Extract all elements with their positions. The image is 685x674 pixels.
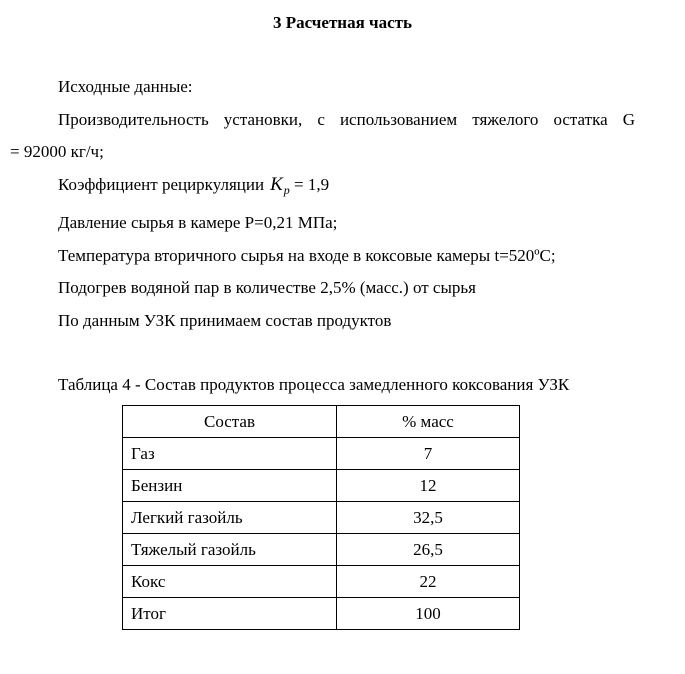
- row-mass-percent: 7: [337, 438, 520, 470]
- table-row-total: [123, 598, 520, 630]
- row-product-name: Легкий газойль: [123, 502, 337, 534]
- column-header-mass-percent: % масс: [337, 406, 520, 438]
- row-product-name: Кокс: [123, 566, 337, 598]
- table-caption: Таблица 4 - Состав продуктов процесса замедленного коксования УЗК: [58, 375, 570, 394]
- row-mass-percent: 26,5: [337, 534, 520, 566]
- recycle-symbol: K: [270, 174, 283, 195]
- composition-line: По данным УЗК принимаем состав продуктов: [58, 311, 392, 330]
- row-product-name: Газ: [123, 438, 337, 470]
- recycle-value: = 1,9: [294, 175, 330, 194]
- recycle-subscript: p: [283, 183, 290, 197]
- table-row: [123, 534, 520, 566]
- products-table: [122, 405, 520, 630]
- recycle-label: Коэффициент рециркуляции: [58, 175, 265, 194]
- recycle-formula: [270, 174, 329, 196]
- column-header-composition: Состав: [123, 406, 337, 438]
- table-row: [123, 566, 520, 598]
- row-mass-percent: 12: [337, 470, 520, 502]
- pressure-line: Давление сырья в камере Р=0,21 МПа;: [58, 213, 338, 232]
- section-title: 3 Расчетная часть: [272, 13, 413, 32]
- temperature-line: Температура вторичного сырья на входе в коксовые камеры t=520ºС;: [58, 246, 556, 265]
- table-row: [123, 438, 520, 470]
- steam-line: Подогрев водяной пар в количестве 2,5% (масс.) от сырья: [58, 278, 476, 297]
- capacity-line-1: Производительность установки, с использованием тяжелого остатка G: [58, 110, 635, 129]
- table-header-row: [123, 406, 520, 438]
- row-product-name: Итог: [123, 598, 337, 630]
- recycle-coefficient-line: [58, 174, 329, 196]
- table-row: [123, 470, 520, 502]
- table-row: [123, 502, 520, 534]
- capacity-line-2: = 92000 кг/ч;: [10, 142, 104, 161]
- initial-data-label: Исходные данные:: [58, 77, 193, 96]
- row-product-name: Бензин: [123, 470, 337, 502]
- row-product-name: Тяжелый газойль: [123, 534, 337, 566]
- row-mass-percent: 22: [337, 566, 520, 598]
- row-mass-percent: 32,5: [337, 502, 520, 534]
- row-mass-percent: 100: [337, 598, 520, 630]
